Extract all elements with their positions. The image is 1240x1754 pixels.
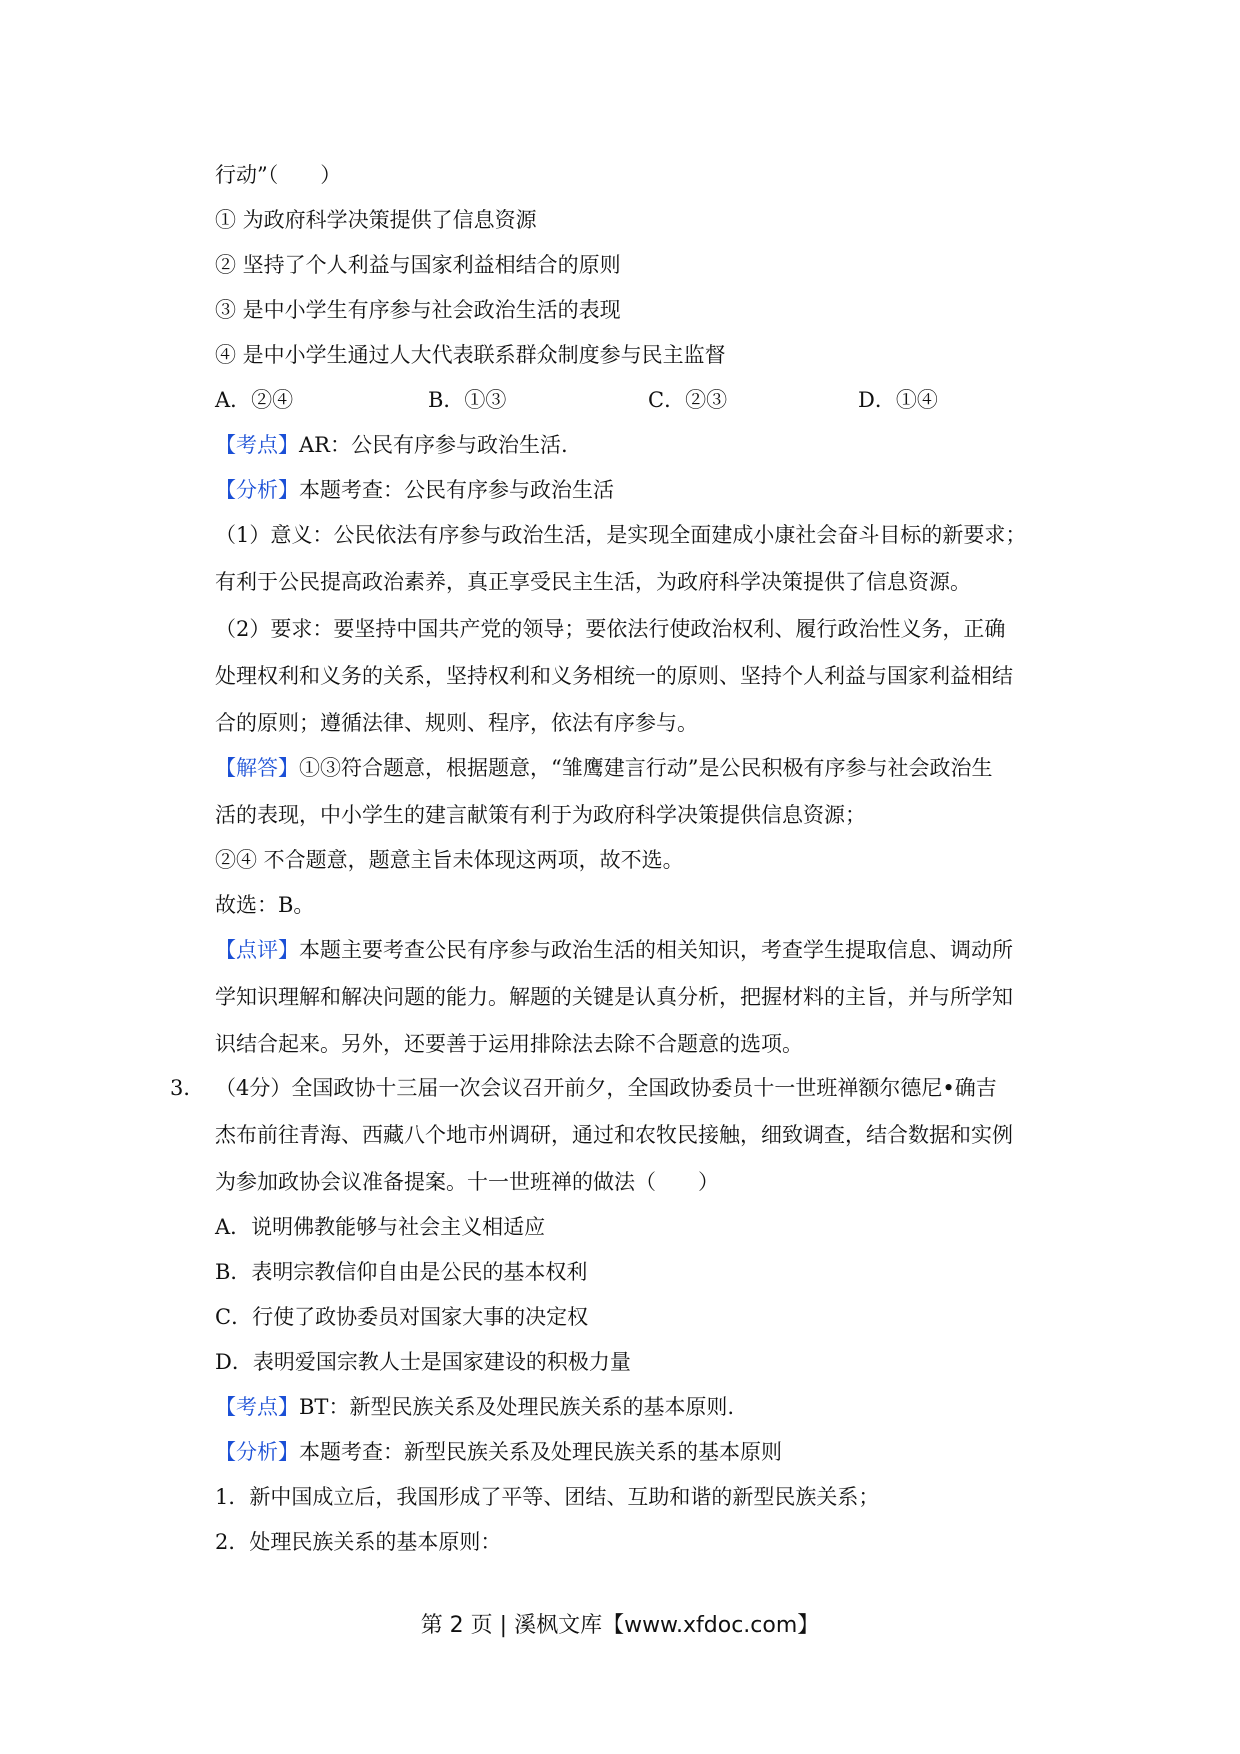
jieda-text: ①③符合题意，根据题意，“雏鹰建言行动”是公民积极有序参与社会政治生 bbox=[299, 756, 993, 780]
q3-kaodian bbox=[215, 1392, 734, 1422]
jieda-tag: 【解答】 bbox=[215, 756, 299, 780]
q2-fenxi-line-2: 有利于公民提高政治素养，真正享受民主生活，为政府科学决策提供了信息资源。 bbox=[215, 570, 971, 594]
q2-jieda-line-3: 故选：B。 bbox=[215, 893, 315, 917]
q2-item-3: ③ 是中小学生有序参与社会政治生活的表现 bbox=[215, 298, 621, 322]
q2-kaodian bbox=[215, 430, 568, 460]
dianping-tag: 【点评】 bbox=[215, 938, 299, 962]
q2-fenxi-line-1: （1）意义：公民依法有序参与政治生活，是实现全面建成小康社会奋斗目标的新要求； bbox=[215, 523, 1027, 547]
q3-fenxi bbox=[215, 1437, 782, 1467]
q2-dianping bbox=[215, 935, 1013, 965]
q2-fenxi-line-5: 合的原则；遵循法律、规则、程序，依法有序参与。 bbox=[215, 711, 698, 735]
q2-option-a: A．②④ bbox=[215, 388, 294, 412]
q2-option-c: C．②③ bbox=[648, 388, 728, 412]
q2-item-4: ④ 是中小学生通过人大代表联系群众制度参与民主监督 bbox=[215, 343, 726, 367]
q2-item-2: ② 坚持了个人利益与国家利益相结合的原则 bbox=[215, 253, 621, 277]
q3-option-b: B．表明宗教信仰自由是公民的基本权利 bbox=[215, 1260, 588, 1284]
q3-stem-line-2: 杰布前往青海、西藏八个地市州调研，通过和农牧民接触，细致调查，结合数据和实例 bbox=[215, 1123, 1013, 1147]
q3-option-a: A．说明佛教能够与社会主义相适应 bbox=[215, 1215, 546, 1239]
fenxi-tag: 【分析】 bbox=[215, 478, 299, 502]
q2-fenxi bbox=[215, 475, 614, 505]
fenxi-tag: 【分析】 bbox=[215, 1440, 299, 1464]
kaodian-text: BT：新型民族关系及处理民族关系的基本原则. bbox=[299, 1395, 735, 1419]
q2-option-d: D．①④ bbox=[858, 388, 938, 412]
q3-option-d: D．表明爱国宗教人士是国家建设的积极力量 bbox=[215, 1350, 631, 1374]
q2-jieda bbox=[215, 753, 992, 783]
fenxi-text: 本题考查：新型民族关系及处理民族关系的基本原则 bbox=[299, 1440, 782, 1464]
q2-item-1: ① 为政府科学决策提供了信息资源 bbox=[215, 208, 537, 232]
kaodian-text: AR：公民有序参与政治生活. bbox=[299, 433, 568, 457]
q2-stem-end: 行动”（ ） bbox=[215, 163, 342, 187]
q3-number: 3． bbox=[170, 1076, 205, 1100]
q3-stem-line-1: （4分）全国政协十三届一次会议召开前夕，全国政协委员十一世班禅额尔德尼•确吉 bbox=[215, 1076, 997, 1100]
fenxi-text: 本题考查：公民有序参与政治生活 bbox=[299, 478, 614, 502]
kaodian-tag: 【考点】 bbox=[215, 433, 299, 457]
q2-jieda-line-1: 活的表现，中小学生的建言献策有利于为政府科学决策提供信息资源； bbox=[215, 803, 866, 827]
q3-fenxi-line-1: 1．新中国成立后，我国形成了平等、团结、互助和谐的新型民族关系； bbox=[215, 1485, 880, 1509]
page-footer: 第 2 页 | 溪枫文库【www.xfdoc.com】 bbox=[420, 1613, 820, 1638]
kaodian-tag: 【考点】 bbox=[215, 1395, 299, 1419]
q2-dianping-line-2: 识结合起来。另外，还要善于运用排除法去除不合题意的选项。 bbox=[215, 1032, 803, 1056]
q2-fenxi-line-3: （2）要求：要坚持中国共产党的领导；要依法行使政治权利、履行政治性义务，正确 bbox=[215, 617, 1006, 641]
dianping-text: 本题主要考查公民有序参与政治生活的相关知识，考查学生提取信息、调动所 bbox=[299, 938, 1013, 962]
q2-dianping-line-1: 学知识理解和解决问题的能力。解题的关键是认真分析，把握材料的主旨，并与所学知 bbox=[215, 985, 1013, 1009]
q3-option-c: C．行使了政协委员对国家大事的决定权 bbox=[215, 1305, 589, 1329]
q2-fenxi-line-4: 处理权利和义务的关系，坚持权利和义务相统一的原则、坚持个人利益与国家利益相结 bbox=[215, 664, 1013, 688]
q2-jieda-line-2: ②④ 不合题意，题意主旨未体现这两项，故不选。 bbox=[215, 848, 684, 872]
q3-stem-line-3: 为参加政协会议准备提案。十一世班禅的做法（ ） bbox=[215, 1170, 719, 1194]
q3-fenxi-line-2: 2．处理民族关系的基本原则： bbox=[215, 1530, 502, 1554]
q2-option-b: B．①③ bbox=[428, 388, 507, 412]
